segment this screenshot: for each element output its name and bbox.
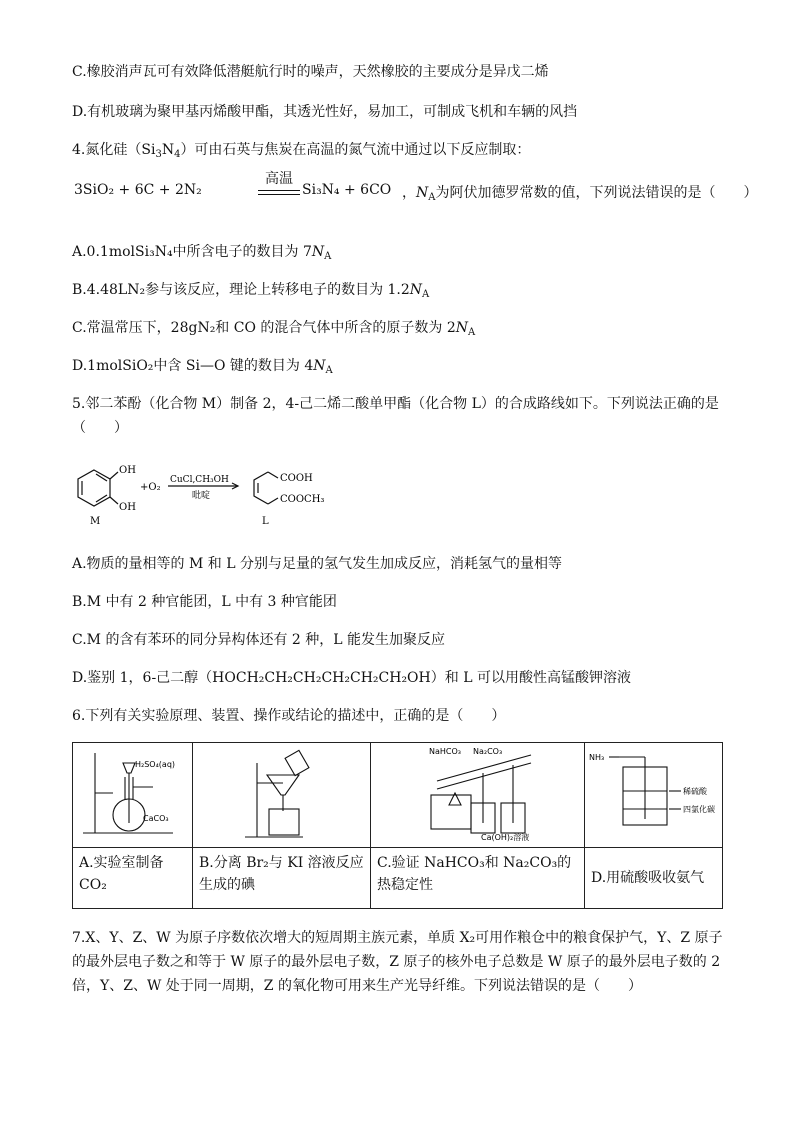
q5-option-b: B.M 中有 2 种官能团，L 中有 3 种官能团: [72, 594, 337, 610]
q7-line-2: 的最外层电子数之和等于 W 原子的最外层电子数，Z 原子的核外电子总数是 W 原子的最外层电子数的 2: [72, 954, 721, 970]
q4-reaction-equation: [72, 168, 772, 208]
q4-stem: 4.氮化硅$(Si_3N_4)$可由石英与焦炭在高温的氮气流中通过以下反应制取：: [72, 142, 531, 160]
q5-stem: 5.邻二苯酚（化合物 M）制备 2，4-己二烯二酸单甲酯（化合物 L）的合成路线如下。下列说法正确的是: [72, 396, 719, 412]
svg-text:NH₃: NH₃: [589, 753, 605, 762]
q3-option-d: D.有机玻璃为聚甲基丙烯酸甲酯，其透光性好，易加工，可制成飞机和车辆的风挡: [72, 104, 578, 120]
label-m: M: [90, 516, 101, 527]
svg-text:稀硫酸: 稀硫酸: [683, 787, 707, 796]
apparatus-a-cell: [73, 743, 193, 848]
q4-option-b: B.4.48LN₂参与该反应，理论上转移电子的数目为 $1.2N_A$: [72, 282, 430, 300]
label-l: L: [262, 516, 269, 527]
reaction-reactants: 3SiO₂ + 6C + 2N₂: [74, 182, 202, 198]
co2-generator-icon: [73, 743, 191, 843]
svg-text:CaCO₃: CaCO₃: [143, 814, 169, 823]
svg-text:Ca(OH)₂溶液: Ca(OH)₂溶液: [481, 833, 530, 842]
reaction-equals-sign: [258, 190, 300, 195]
q7-line-1: 7.X、Y、Z、W 为原子序数依次增大的短周期主族元素，单质 X₂可用作粮仓中的粮食保护气，Y、Z 原子: [72, 930, 723, 946]
m-oh-top: OH: [119, 465, 136, 476]
q3-option-c: C.橡胶消声瓦可有效降低潜艇航行时的噪声，天然橡胶的主要成分是异戊二烯: [72, 64, 549, 80]
ammonia-absorption-setup-icon: [585, 743, 721, 843]
q5-option-a: A.物质的量相等的 M 和 L 分别与足量的氢气发生加成反应，消耗氢气的量相等: [72, 556, 562, 572]
q5-stem-bracket: （ ）: [72, 420, 128, 436]
m-oh-bottom: OH: [119, 502, 136, 513]
q6-stem: 6.下列有关实验原理、装置、操作或结论的描述中，正确的是（ ）: [72, 708, 506, 724]
svg-text:H₂SO₄(aq): H₂SO₄(aq): [135, 760, 176, 769]
option-c-text: C.验证 NaHCO₃和 Na₂CO₃的热稳定性: [371, 848, 585, 909]
option-a-text: A.实验室制备 CO₂: [73, 848, 193, 909]
apparatus-c-cell: [371, 743, 585, 848]
svg-text:Na₂CO₃: Na₂CO₃: [473, 747, 503, 756]
o2-reagent: +O₂: [140, 482, 161, 493]
option-d-text: D.用硫酸吸收氨气: [585, 848, 723, 909]
q7-line-3: 倍，Y、Z、W 处于同一周期，Z 的氧化物可用来生产光导纤维。下列说法错误的是（ ）: [72, 978, 642, 994]
q6-options-table: [72, 742, 723, 909]
apparatus-b-cell: [193, 743, 371, 848]
l-cooh: COOH: [280, 473, 313, 484]
svg-text:四氯化碳: 四氯化碳: [683, 805, 715, 814]
q5-option-c: C.M 的含有苯环的同分异构体还有 2 种，L 能发生加聚反应: [72, 632, 446, 648]
svg-text:NaHCO₃: NaHCO₃: [429, 747, 461, 756]
solvent-label: 吡啶: [192, 491, 211, 501]
q5-reaction-scheme: [72, 456, 352, 528]
thermal-stability-setup-icon: [371, 743, 583, 843]
q4-option-c: C.常温常压下，28gN₂和 CO 的混合气体中所含的原子数为 $2N_A$: [72, 320, 476, 338]
l-cooch3: COOCH₃: [280, 494, 325, 505]
option-b-text: B.分离 Br₂与 KI 溶液反应生成的碘: [193, 848, 371, 909]
reaction-tail: ，$N_A$为阿伏加德罗常数的值，下列说法错误的是（ ）: [402, 185, 758, 203]
reaction-condition: 高温: [265, 171, 293, 187]
q4-option-a: A.0.1molSi₃N₄中所含电子的数目为 $7N_A$: [72, 244, 332, 262]
q4-option-d: D.1molSiO₂中含 Si—O 键的数目为 $4N_A$: [72, 358, 333, 376]
catalyst-label: CuCl,CH₃OH: [170, 475, 229, 485]
reaction-products: Si₃N₄ + 6CO: [302, 182, 392, 198]
apparatus-d-cell: [585, 743, 723, 848]
filtration-setup-icon: [193, 743, 369, 843]
q5-option-d: D.鉴别 1，6-己二醇（HOCH₂CH₂CH₂CH₂CH₂CH₂OH）和 L 可以用酸性高锰酸钾溶液: [72, 670, 631, 686]
